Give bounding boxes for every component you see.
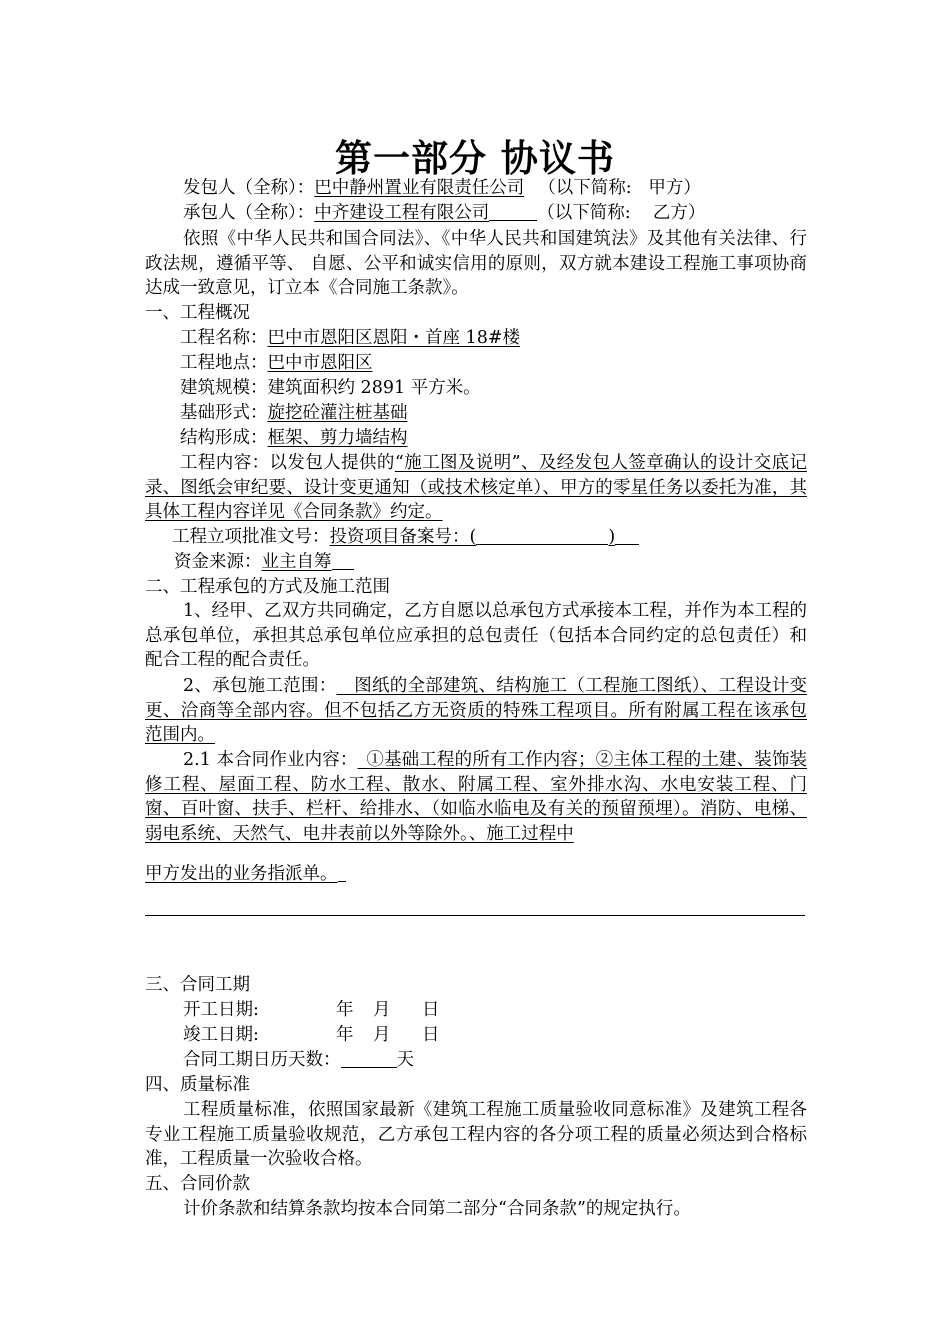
employer-name: 巴中静州置业有限责任公司: [314, 178, 525, 198]
days-unit: 天: [396, 1050, 414, 1070]
scale-label: 建筑规模：: [180, 378, 268, 398]
approval-value: 投资项目备案号：(: [329, 527, 477, 547]
days-label: 合同工期日历天数：: [183, 1050, 341, 1070]
location-line: [180, 351, 373, 375]
section5-text: 计价条款和结算条款均按本合同第二部分“合同条款”的规定执行。: [183, 1199, 691, 1219]
approval-line: [172, 525, 639, 549]
approval-close: ): [608, 527, 616, 547]
funding-line: [174, 550, 354, 574]
project-name: 巴中市恩阳区恩阳・首座 18#楼: [267, 328, 520, 348]
duration-line: [183, 1048, 414, 1072]
scale-line: [180, 376, 481, 400]
end-date-line: [183, 1023, 440, 1047]
content-label: 工程内容：: [180, 453, 270, 473]
funding-label: 资金来源：: [174, 552, 262, 572]
end-year: 年: [336, 1025, 354, 1045]
scale-value: 建筑面积约 2891 平方米。: [267, 378, 481, 398]
section2-item21: [145, 748, 807, 846]
employer-label: 发包人（全称）：: [183, 178, 315, 198]
preamble: 依照《中华人民共和国合同法》、《中华人民共和国建筑法》及其他有关法律、行政法规，遵循平等、 自愿、公平和诚实信用的原则，双方就本建设工程施工事项协商达成一致意见，订立本《合同施工条款》。: [145, 229, 807, 298]
project-name-line: [180, 326, 520, 350]
item21-tail: 甲方发出的业务指派单。: [145, 864, 338, 884]
section4-text: 工程质量标准，依照国家最新《建筑工程施工质量验收同意标准》及建筑工程各专业工程施工质量验收规范，乙方承包工程内容的各分项工程的质量必须达到合格标准，工程质量一次验收合格。: [145, 1100, 807, 1169]
content-text: “施工图及说明”、及经发包人签章确认的设计交底记录、图纸会审纪要、设计变更通知（或技术核定单）、甲方的零星任务以委托为准，其具体工程内容详见《合同条款》约定。: [145, 453, 807, 522]
foundation-line: [180, 401, 408, 425]
foundation-value: 旋挖砼灌注桩基础: [267, 403, 408, 423]
section2-item2: [145, 674, 807, 748]
content-prefix: 以发包人提供的: [269, 453, 395, 473]
section2-item1: 1、经甲、乙双方共同确定，乙方自愿以总承包方式承接本工程，并作为本工程的总承包单位，承担其总承包单位应承担的总包责任（包括本合同约定的总包责任）和配合工程的配合责任。: [145, 601, 807, 670]
section4-heading: 四、质量标准: [145, 1075, 250, 1095]
item21-label: 2.1 本合同作业内容：: [183, 750, 358, 770]
blank-rule: [145, 915, 805, 916]
start-day: 日: [422, 1000, 440, 1020]
structure-label: 结构形成：: [180, 428, 268, 448]
end-month: 月: [373, 1025, 391, 1045]
section5-heading: 五、合同价款: [145, 1174, 250, 1194]
item21-text: ①基础工程的所有工作内容；②主体工程的土建、装饰装修工程、屋面工程、防水工程、散水、附属工程、室外排水沟、水电安装工程、门窗、百叶窗、扶手、栏杆、给排水、（如临水临电及有关的预留预埋）。消防、电梯、弱电系统、天然气、电井表前以外等除外。、施工过程中: [145, 750, 807, 844]
content-paragraph: [145, 451, 807, 525]
employer-line: [183, 176, 701, 200]
start-label: 开工日期:: [183, 1000, 259, 1020]
contractor-label: 承包人（全称）：: [183, 203, 315, 223]
structure-value: 框架、剪力墙结构: [267, 428, 408, 448]
start-month: 月: [373, 1000, 391, 1020]
employer-abbr: （以下简称: 甲方）: [538, 178, 701, 198]
section2-heading: 二、工程承包的方式及施工范围: [145, 577, 390, 597]
location-label: 工程地点：: [180, 353, 268, 373]
page-title: 第一部分 协议书: [335, 136, 615, 180]
item2-text: 图纸的全部建筑、结构施工（工程施工图纸）、工程设计变更、洽商等全部内容。但不包括乙方无资质的特殊工程项目。所有附属工程在该承包范围内。: [145, 676, 807, 745]
contractor-line: [183, 201, 705, 225]
approval-label: 工程立项批准文号：: [172, 527, 330, 547]
structure-line: [180, 426, 408, 450]
contractor-name: 中齐建设工程有限公司: [314, 203, 490, 223]
foundation-label: 基础形式：: [180, 403, 268, 423]
section1-heading: 一、工程概况: [145, 303, 250, 323]
funding-value: 业主自筹: [261, 552, 332, 572]
item2-label: 2、承包施工范围：: [183, 676, 337, 696]
start-year: 年: [336, 1000, 354, 1020]
start-date-line: [183, 998, 440, 1022]
location-value: 巴中市恩阳区: [267, 353, 373, 373]
end-day: 日: [422, 1025, 440, 1045]
contractor-abbr: （以下简称: 乙方）: [537, 203, 706, 223]
end-label: 竣工日期:: [183, 1025, 259, 1045]
project-name-label: 工程名称：: [180, 328, 268, 348]
section3-heading: 三、合同工期: [145, 975, 250, 995]
item21-tail-line: [145, 862, 346, 886]
